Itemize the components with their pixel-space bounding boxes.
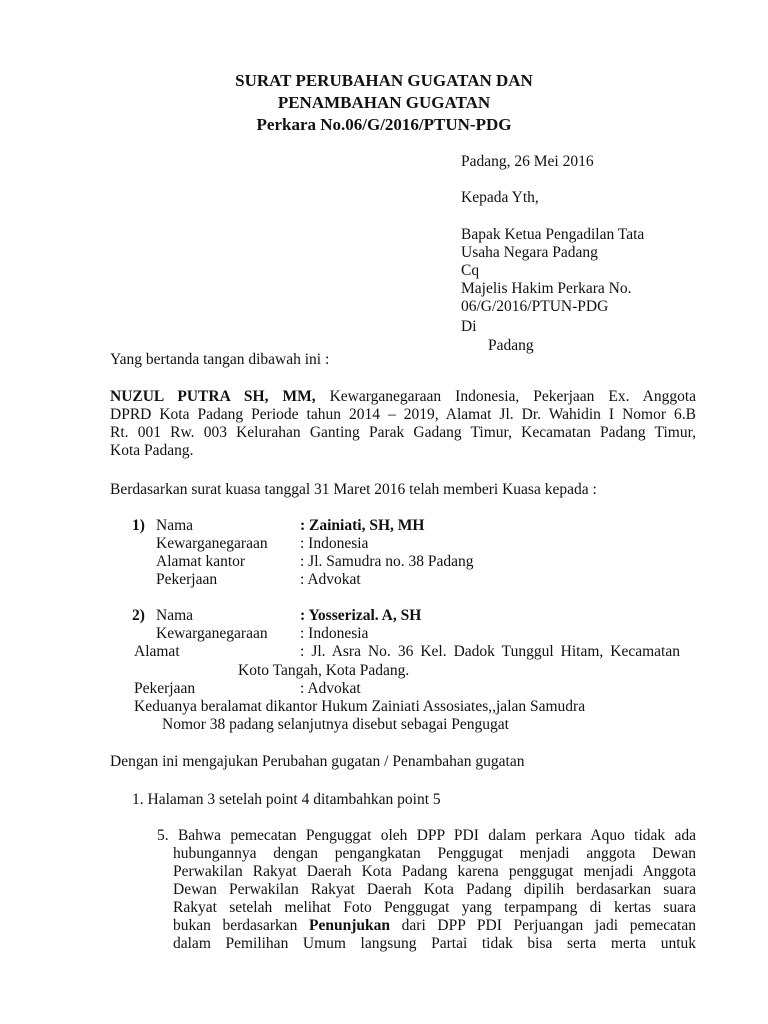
recipient-line: Di bbox=[461, 318, 477, 335]
attorney-number: 2) bbox=[132, 607, 145, 624]
place-date: Padang, 26 Mei 2016 bbox=[461, 153, 594, 170]
attorney-number: 1) bbox=[132, 517, 145, 534]
field-label: Pekerjaan bbox=[156, 571, 218, 588]
signer-line-4: Kota Padang. bbox=[110, 442, 194, 459]
recipient-line: Cq bbox=[461, 262, 480, 279]
recipient-salutation: Kepada Yth, bbox=[461, 189, 539, 206]
field-value-name: : Zainiati, SH, MH bbox=[300, 517, 425, 534]
signer-name: NUZUL PUTRA SH, MM, bbox=[110, 388, 316, 405]
point-5-text: bukan berdasarkan bbox=[173, 917, 298, 934]
field-value: : Indonesia bbox=[300, 535, 369, 552]
signer-line-1-text: Kewarganegaraan Indonesia, Pekerjaan Ex. Anggota bbox=[329, 388, 697, 405]
title-line-1: SURAT PERUBAHAN GUGATAN DAN bbox=[235, 71, 533, 90]
point-5-bold-term: Penunjukan bbox=[309, 917, 391, 934]
recipient-line: Bapak Ketua Pengadilan Tata bbox=[461, 226, 645, 243]
point-5-line: Dewan Perwakilan Rakyat Daerah Kota Padang dipilih berdasarkan suara bbox=[173, 881, 696, 898]
shared-address-line-2: Nomor 38 padang selanjutnya disebut sebagai Pengugat bbox=[162, 716, 509, 733]
field-label: Kewarganegaraan bbox=[156, 625, 268, 642]
field-label: Alamat bbox=[134, 643, 180, 660]
field-value-name: : Yosserizal. A, SH bbox=[300, 607, 422, 624]
signer-line-1 bbox=[110, 388, 696, 406]
title-line-2: PENAMBAHAN GUGATAN bbox=[277, 93, 491, 112]
point-5-text: dari DPP PDI Perjuangan jadi pemecatan bbox=[401, 917, 696, 934]
shared-address-line-1: Keduanya beralamat dikantor Hukum Zainiati Assosiates,,jalan Samudra bbox=[134, 698, 586, 715]
field-label: Nama bbox=[156, 517, 194, 534]
point-5-line bbox=[173, 917, 696, 935]
signer-line-2: DPRD Kota Padang Periode tahun 2014 – 2019, Alamat Jl. Dr. Wahidin I Nomor 6.B bbox=[110, 406, 696, 423]
field-value: : Indonesia bbox=[300, 625, 369, 642]
signer-line-3: Rt. 001 Rw. 003 Kelurahan Ganting Parak Gadang Timur, Kecamatan Padang Timur, bbox=[110, 424, 696, 441]
field-value-continued: Koto Tangah, Kota Padang. bbox=[238, 662, 410, 679]
point-5-line: Perwakilan Rakyat Daerah Kota Padang karena penggugat menjadi Anggota bbox=[173, 863, 696, 880]
field-value: : Jl. Asra No. 36 Kel. Dadok Tunggul Hitam, Kecamatan bbox=[300, 643, 680, 660]
recipient-city: Padang bbox=[488, 337, 534, 354]
field-label: Nama bbox=[156, 607, 194, 624]
title-line-3: Perkara No.06/G/2016/PTUN-PDG bbox=[256, 115, 512, 134]
point-5-line: 5. Bahwa pemecatan Penguggat oleh DPP PDI dalam perkara Aquo tidak ada bbox=[157, 827, 696, 844]
kuasa-intro: Berdasarkan surat kuasa tanggal 31 Maret 2016 telah memberi Kuasa kepada : bbox=[110, 481, 597, 498]
field-label: Alamat kantor bbox=[156, 553, 246, 570]
recipient-line: Majelis Hakim Perkara No. bbox=[461, 280, 632, 297]
recipient-line: 06/G/2016/PTUN-PDG bbox=[461, 298, 609, 315]
intro-text: Yang bertanda tangan dibawah ini : bbox=[110, 351, 330, 368]
point-5-line: dalam Pemilihan Umum langsung Partai tidak bisa serta merta untuk bbox=[173, 935, 696, 952]
submission-text: Dengan ini mengajukan Perubahan gugatan / Penambahan gugatan bbox=[110, 753, 525, 770]
recipient-line: Usaha Negara Padang bbox=[461, 244, 598, 261]
point-5-line: Rakyat setelah melihat Foto Penggugat yang terpampang di kertas suara bbox=[173, 899, 696, 916]
field-value: : Advokat bbox=[300, 571, 361, 588]
field-label: Kewarganegaraan bbox=[156, 535, 268, 552]
document-title bbox=[0, 70, 768, 136]
field-label: Pekerjaan bbox=[134, 680, 196, 697]
field-value: : Jl. Samudra no. 38 Padang bbox=[300, 553, 474, 570]
list-item-1: 1. Halaman 3 setelah point 4 ditambahkan point 5 bbox=[132, 791, 441, 808]
field-value: : Advokat bbox=[300, 680, 361, 697]
point-5-line: hubungannya dengan pengangkatan Penggugat menjadi anggota Dewan bbox=[173, 845, 696, 862]
